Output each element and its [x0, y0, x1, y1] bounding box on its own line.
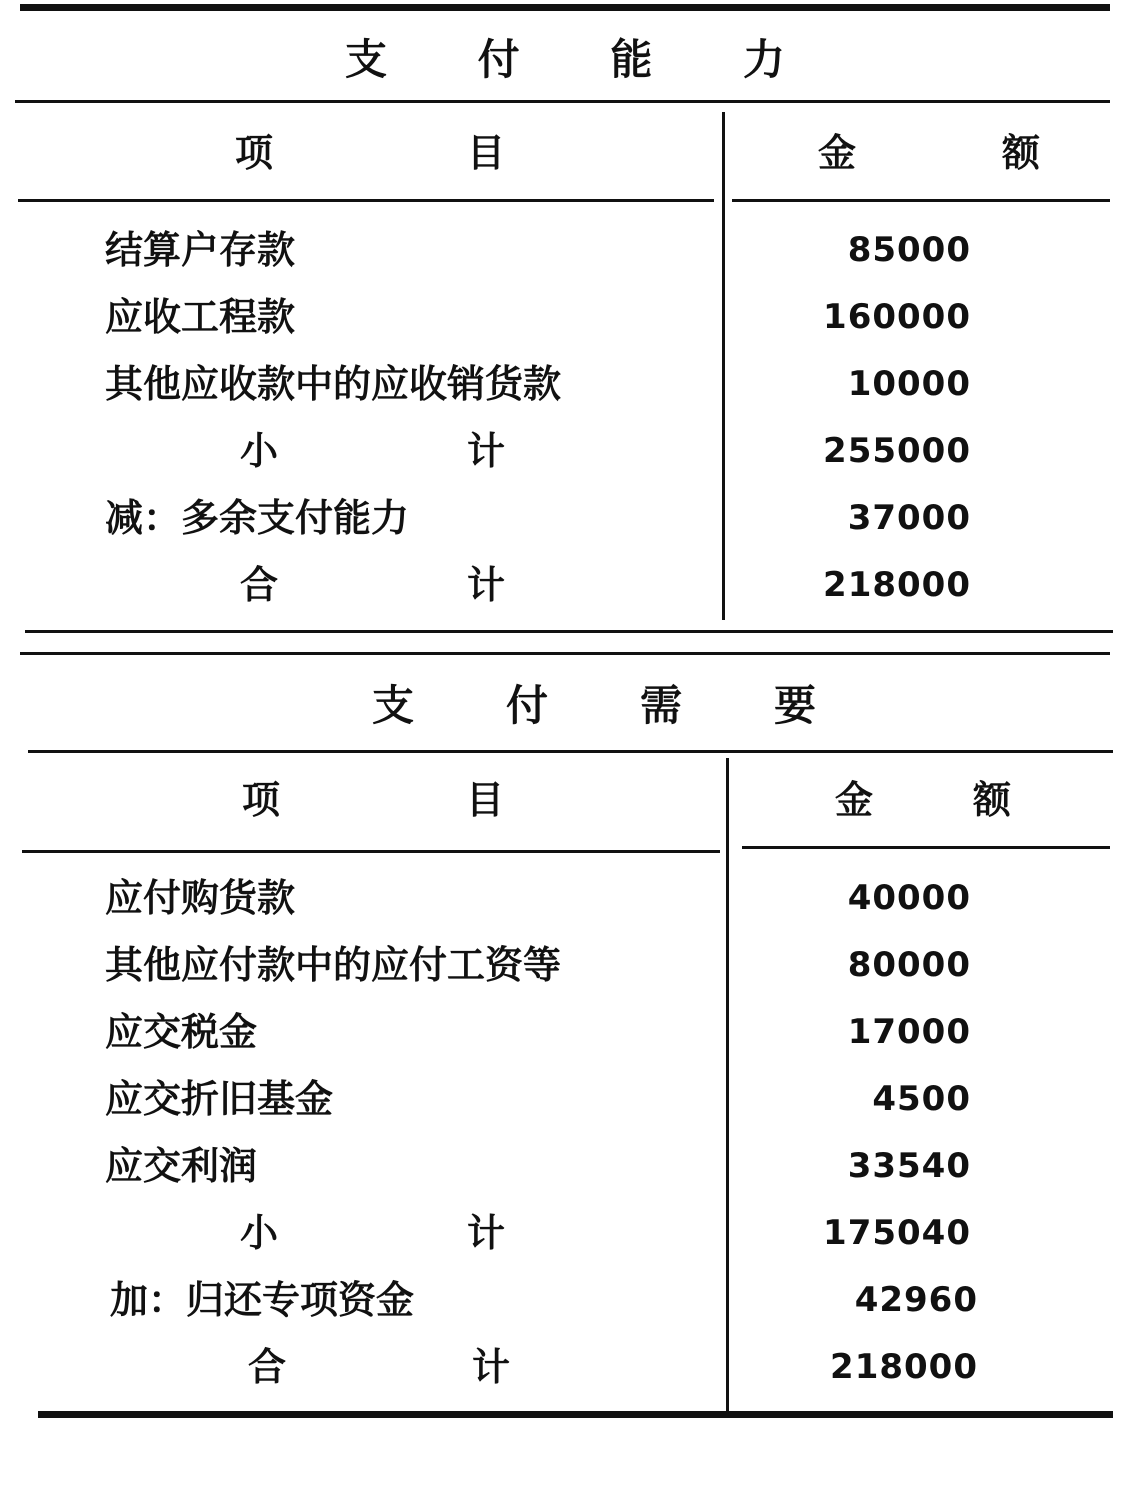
needs-header-rule-left	[22, 850, 720, 853]
total-char: 计	[471, 1345, 510, 1389]
bottom-thick-rule	[38, 1411, 1113, 1418]
capacity-row-amount: 85000	[847, 230, 971, 270]
needs-row-label: 应交折旧基金	[105, 1077, 334, 1121]
capacity-header-item	[235, 128, 505, 178]
needs-row-label: 应交税金	[105, 1010, 258, 1054]
capacity-title-rule	[15, 100, 1110, 103]
capacity-subtotal-label	[240, 424, 505, 478]
needs-title-char: 要	[773, 681, 816, 730]
total-char: 合	[240, 563, 279, 607]
needs-row-amount: 17000	[847, 1012, 971, 1052]
capacity-header-rule-left	[18, 199, 714, 202]
needs-row-amount: 4500	[872, 1079, 971, 1119]
capacity-header-rule-right	[732, 199, 1110, 202]
needs-row-amount: 42960	[854, 1280, 978, 1320]
needs-row-label: 其他应付款中的应付工资等	[105, 943, 562, 987]
capacity-row-amount: 10000	[847, 364, 971, 404]
header-amount-char: 额	[1001, 131, 1040, 175]
total-char: 合	[248, 1345, 287, 1389]
header-item-char: 目	[466, 131, 505, 175]
subtotal-char: 小	[240, 429, 279, 473]
header-amount-char: 额	[972, 778, 1011, 822]
header-item-char: 目	[465, 778, 504, 822]
needs-total-amount: 218000	[830, 1347, 978, 1387]
capacity-subtotal-amount: 255000	[823, 431, 971, 471]
needs-header-amount	[835, 775, 1011, 825]
needs-row-amount: 40000	[847, 878, 971, 918]
capacity-title	[345, 30, 785, 90]
capacity-column-divider	[722, 112, 725, 620]
needs-row-amount: 80000	[847, 945, 971, 985]
capacity-row-amount: 160000	[823, 297, 971, 337]
needs-title-char: 需	[639, 681, 682, 730]
capacity-row-label: 应收工程款	[105, 295, 296, 339]
capacity-row-label: 结算户存款	[105, 228, 296, 272]
needs-row-label: 应交利润	[105, 1144, 258, 1188]
needs-row-label: 加：归还专项资金	[110, 1278, 415, 1322]
capacity-title-char: 支	[345, 35, 388, 84]
capacity-title-char: 力	[742, 35, 785, 84]
needs-total-label	[248, 1340, 510, 1394]
header-item-char: 项	[242, 778, 281, 822]
needs-header-item	[242, 775, 504, 825]
capacity-row-label: 其他应收款中的应收销货款	[105, 362, 562, 406]
capacity-title-char: 能	[610, 35, 653, 84]
capacity-bottom-rule	[25, 630, 1113, 633]
needs-title	[372, 676, 816, 736]
capacity-total-label	[240, 558, 505, 612]
subtotal-char: 小	[240, 1211, 279, 1255]
capacity-row-amount: 37000	[847, 498, 971, 538]
needs-title-char: 支	[372, 681, 415, 730]
needs-row-label: 应付购货款	[105, 876, 296, 920]
needs-title-char: 付	[505, 681, 548, 730]
needs-top-rule	[20, 652, 1110, 655]
header-amount-char: 金	[835, 778, 874, 822]
capacity-row-label: 减：多余支付能力	[105, 496, 410, 540]
total-char: 计	[466, 563, 505, 607]
needs-subtotal-amount: 175040	[823, 1213, 971, 1253]
needs-header-rule-right	[742, 846, 1110, 849]
needs-row-amount: 33540	[847, 1146, 971, 1186]
capacity-title-char: 付	[477, 35, 520, 84]
subtotal-char: 计	[466, 429, 505, 473]
needs-column-divider	[726, 758, 729, 1413]
needs-subtotal-label	[240, 1206, 505, 1260]
header-item-char: 项	[235, 131, 274, 175]
top-thick-rule	[20, 4, 1110, 11]
capacity-header-amount	[818, 128, 1040, 178]
subtotal-char: 计	[466, 1211, 505, 1255]
capacity-total-amount: 218000	[823, 565, 971, 605]
needs-title-rule	[28, 750, 1113, 753]
header-amount-char: 金	[818, 131, 857, 175]
